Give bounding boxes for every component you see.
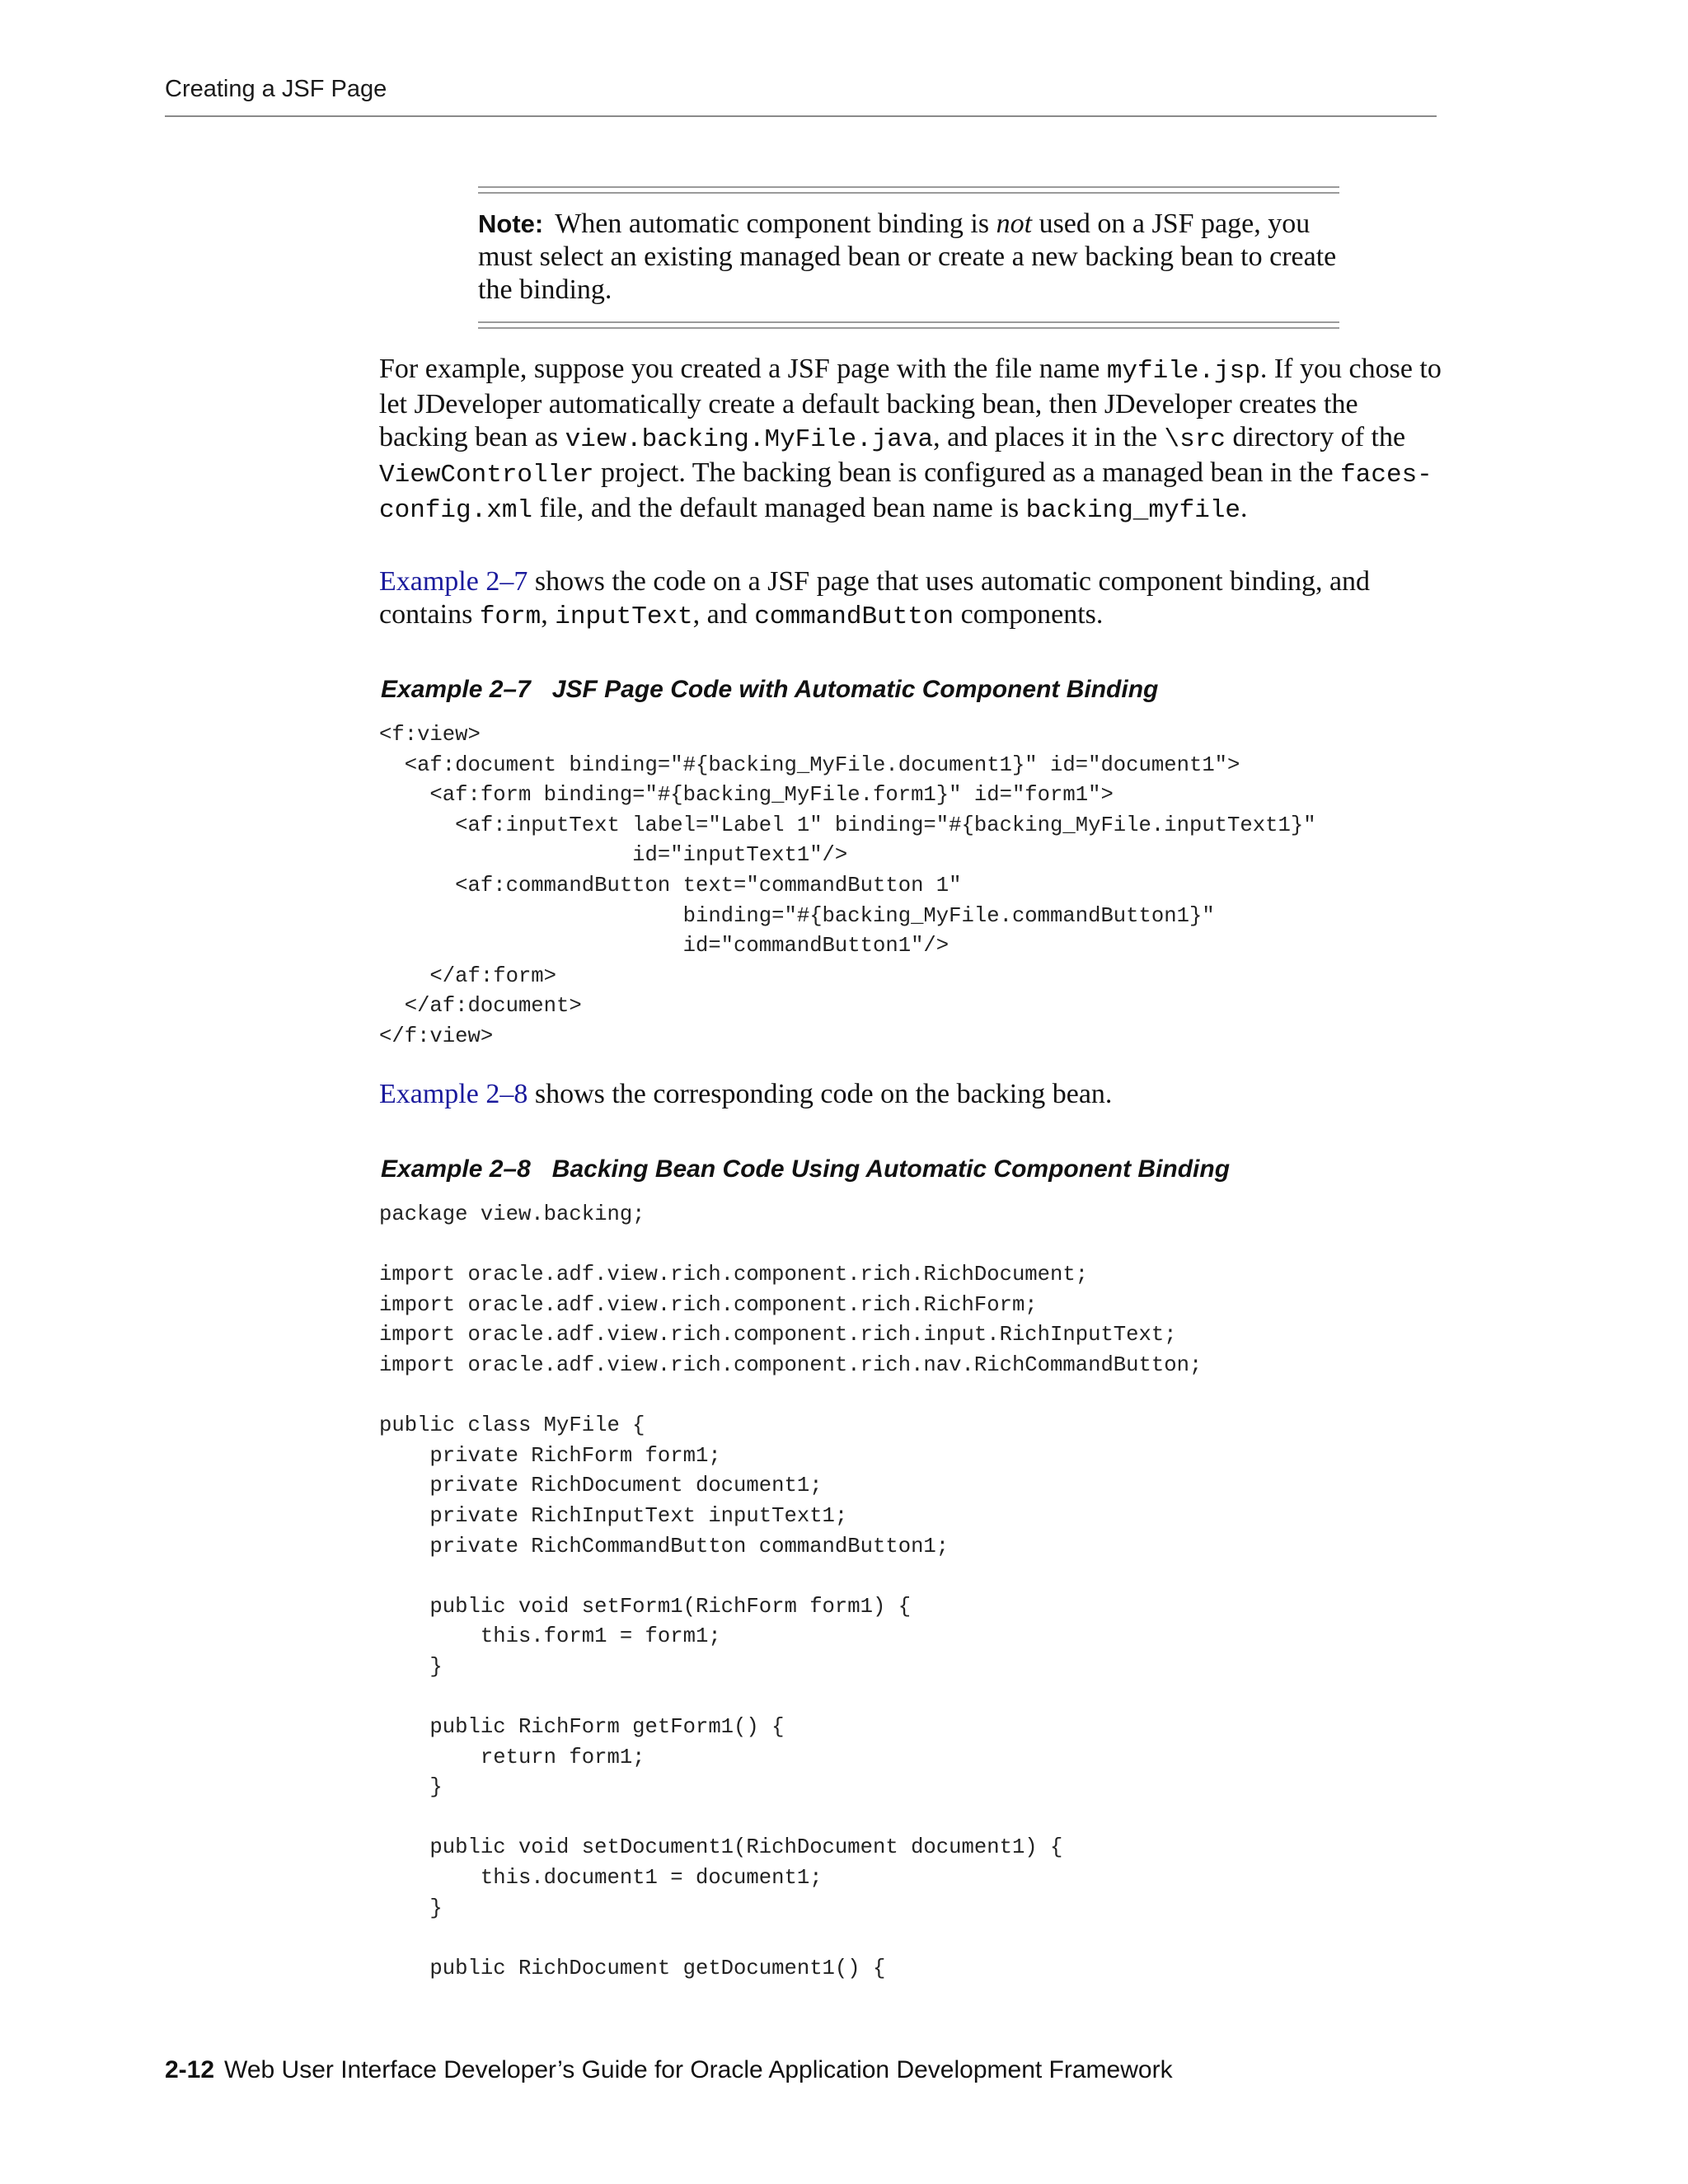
running-header: Creating a JSF Page (165, 76, 387, 102)
example-2-7-number: Example 2–7 (381, 676, 531, 703)
paragraph-example-2-7-ref (379, 565, 1442, 634)
example-2-8-title (381, 1155, 1230, 1183)
link-example-2-8[interactable]: Example 2–8 (379, 1079, 528, 1109)
note-text (478, 194, 1339, 321)
para2-text: components. (954, 599, 1104, 630)
code-inputtext: inputText (555, 602, 693, 631)
example-2-7-caption: JSF Page Code with Automatic Component Binding (551, 676, 1159, 703)
code-viewcontroller: ViewController (379, 461, 594, 490)
para1-text: . If you chose to let JDeveloper automatically create a default backing bean, then JDeveloper creates the backing bean as (379, 354, 1442, 452)
para1-text: , and places it in the (933, 422, 1165, 452)
code-block-jsf-page: <f:view> <af:document binding="#{backing_MyFile.document1}" id="document1"> <af:form binding="#{backing_MyFile.form1}" id="form1"> <af:inputText label="Label 1" binding="#{backing_MyFile.inputText1}" id="inputText1"/> <af:commandButton text="commandButton 1" binding="#{backing_MyFile.commandButton1}" id="commandButton1"/> </af:form> </af:document> </f:view> (379, 723, 1316, 1048)
para2-text: , and (692, 599, 755, 630)
note-top-rule (478, 186, 1339, 194)
code-backing-myfile: backing_myfile (1025, 496, 1241, 525)
para1-text: For example, suppose you created a JSF page with the file name (379, 354, 1107, 384)
note-emphasis: not (996, 209, 1033, 239)
header-rule (165, 115, 1437, 117)
book-title: Web User Interface Developer’s Guide for Oracle Application Development Framework (224, 2056, 1173, 2083)
code-commandbutton: commandButton (754, 602, 954, 631)
note-text-before: When automatic component binding is (555, 209, 996, 239)
note-text-after: used on a JSF page, you must select an existing managed bean or create a new backing bean to create the binding. (478, 209, 1337, 305)
para2-text: shows the code on a JSF page that uses automatic component binding, and contains (379, 566, 1371, 630)
para1-text: . (1240, 493, 1248, 523)
paragraph-backing-bean-intro (379, 353, 1442, 527)
code-form: form (479, 602, 542, 631)
code-myfile-jsp: myfile.jsp (1106, 357, 1260, 386)
code-faces-config: faces-config.xml (379, 461, 1432, 525)
example-2-7-title (381, 676, 1158, 704)
para1-text: file, and the default managed bean name is (532, 493, 1026, 523)
code-src: \src (1164, 425, 1226, 454)
example-2-8-number: Example 2–8 (381, 1155, 531, 1183)
note-box (478, 186, 1339, 329)
note-bottom-rule (478, 321, 1339, 329)
para3-text: shows the corresponding code on the backing bean. (528, 1079, 1113, 1109)
code-block-backing-bean: package view.backing; import oracle.adf.view.rich.component.rich.RichDocument; import oracle.adf.view.rich.component.rich.RichForm; import oracle.adf.view.rich.component.rich.input.RichInputText; import oracle.adf.view.rich.component.rich.nav.RichCommandButton; public class MyFile { private RichForm form1; private RichDocument document1; private RichInputText inputText1; private RichCommandButton commandButton1; public void setForm1(RichForm form1) { this.form1 = form1; } public RichForm getForm1() { return form1; } public void setDocument1(RichDocument document1) { this.document1 = document1; } public RichDocument getDocument1() { (379, 1202, 1203, 1980)
page-footer (165, 2056, 1173, 2084)
link-example-2-7[interactable]: Example 2–7 (379, 566, 528, 597)
example-2-8-caption: Backing Bean Code Using Automatic Component Binding (551, 1155, 1231, 1183)
para1-text: directory of the (1225, 422, 1406, 452)
para1-text: project. The backing bean is configured as a managed bean in the (593, 457, 1341, 488)
code-myfile-java: view.backing.MyFile.java (565, 425, 934, 454)
note-label: Note: (478, 209, 544, 238)
page-number: 2-12 (165, 2056, 215, 2083)
para2-text: , (541, 599, 556, 630)
paragraph-example-2-8-ref (379, 1078, 1442, 1111)
